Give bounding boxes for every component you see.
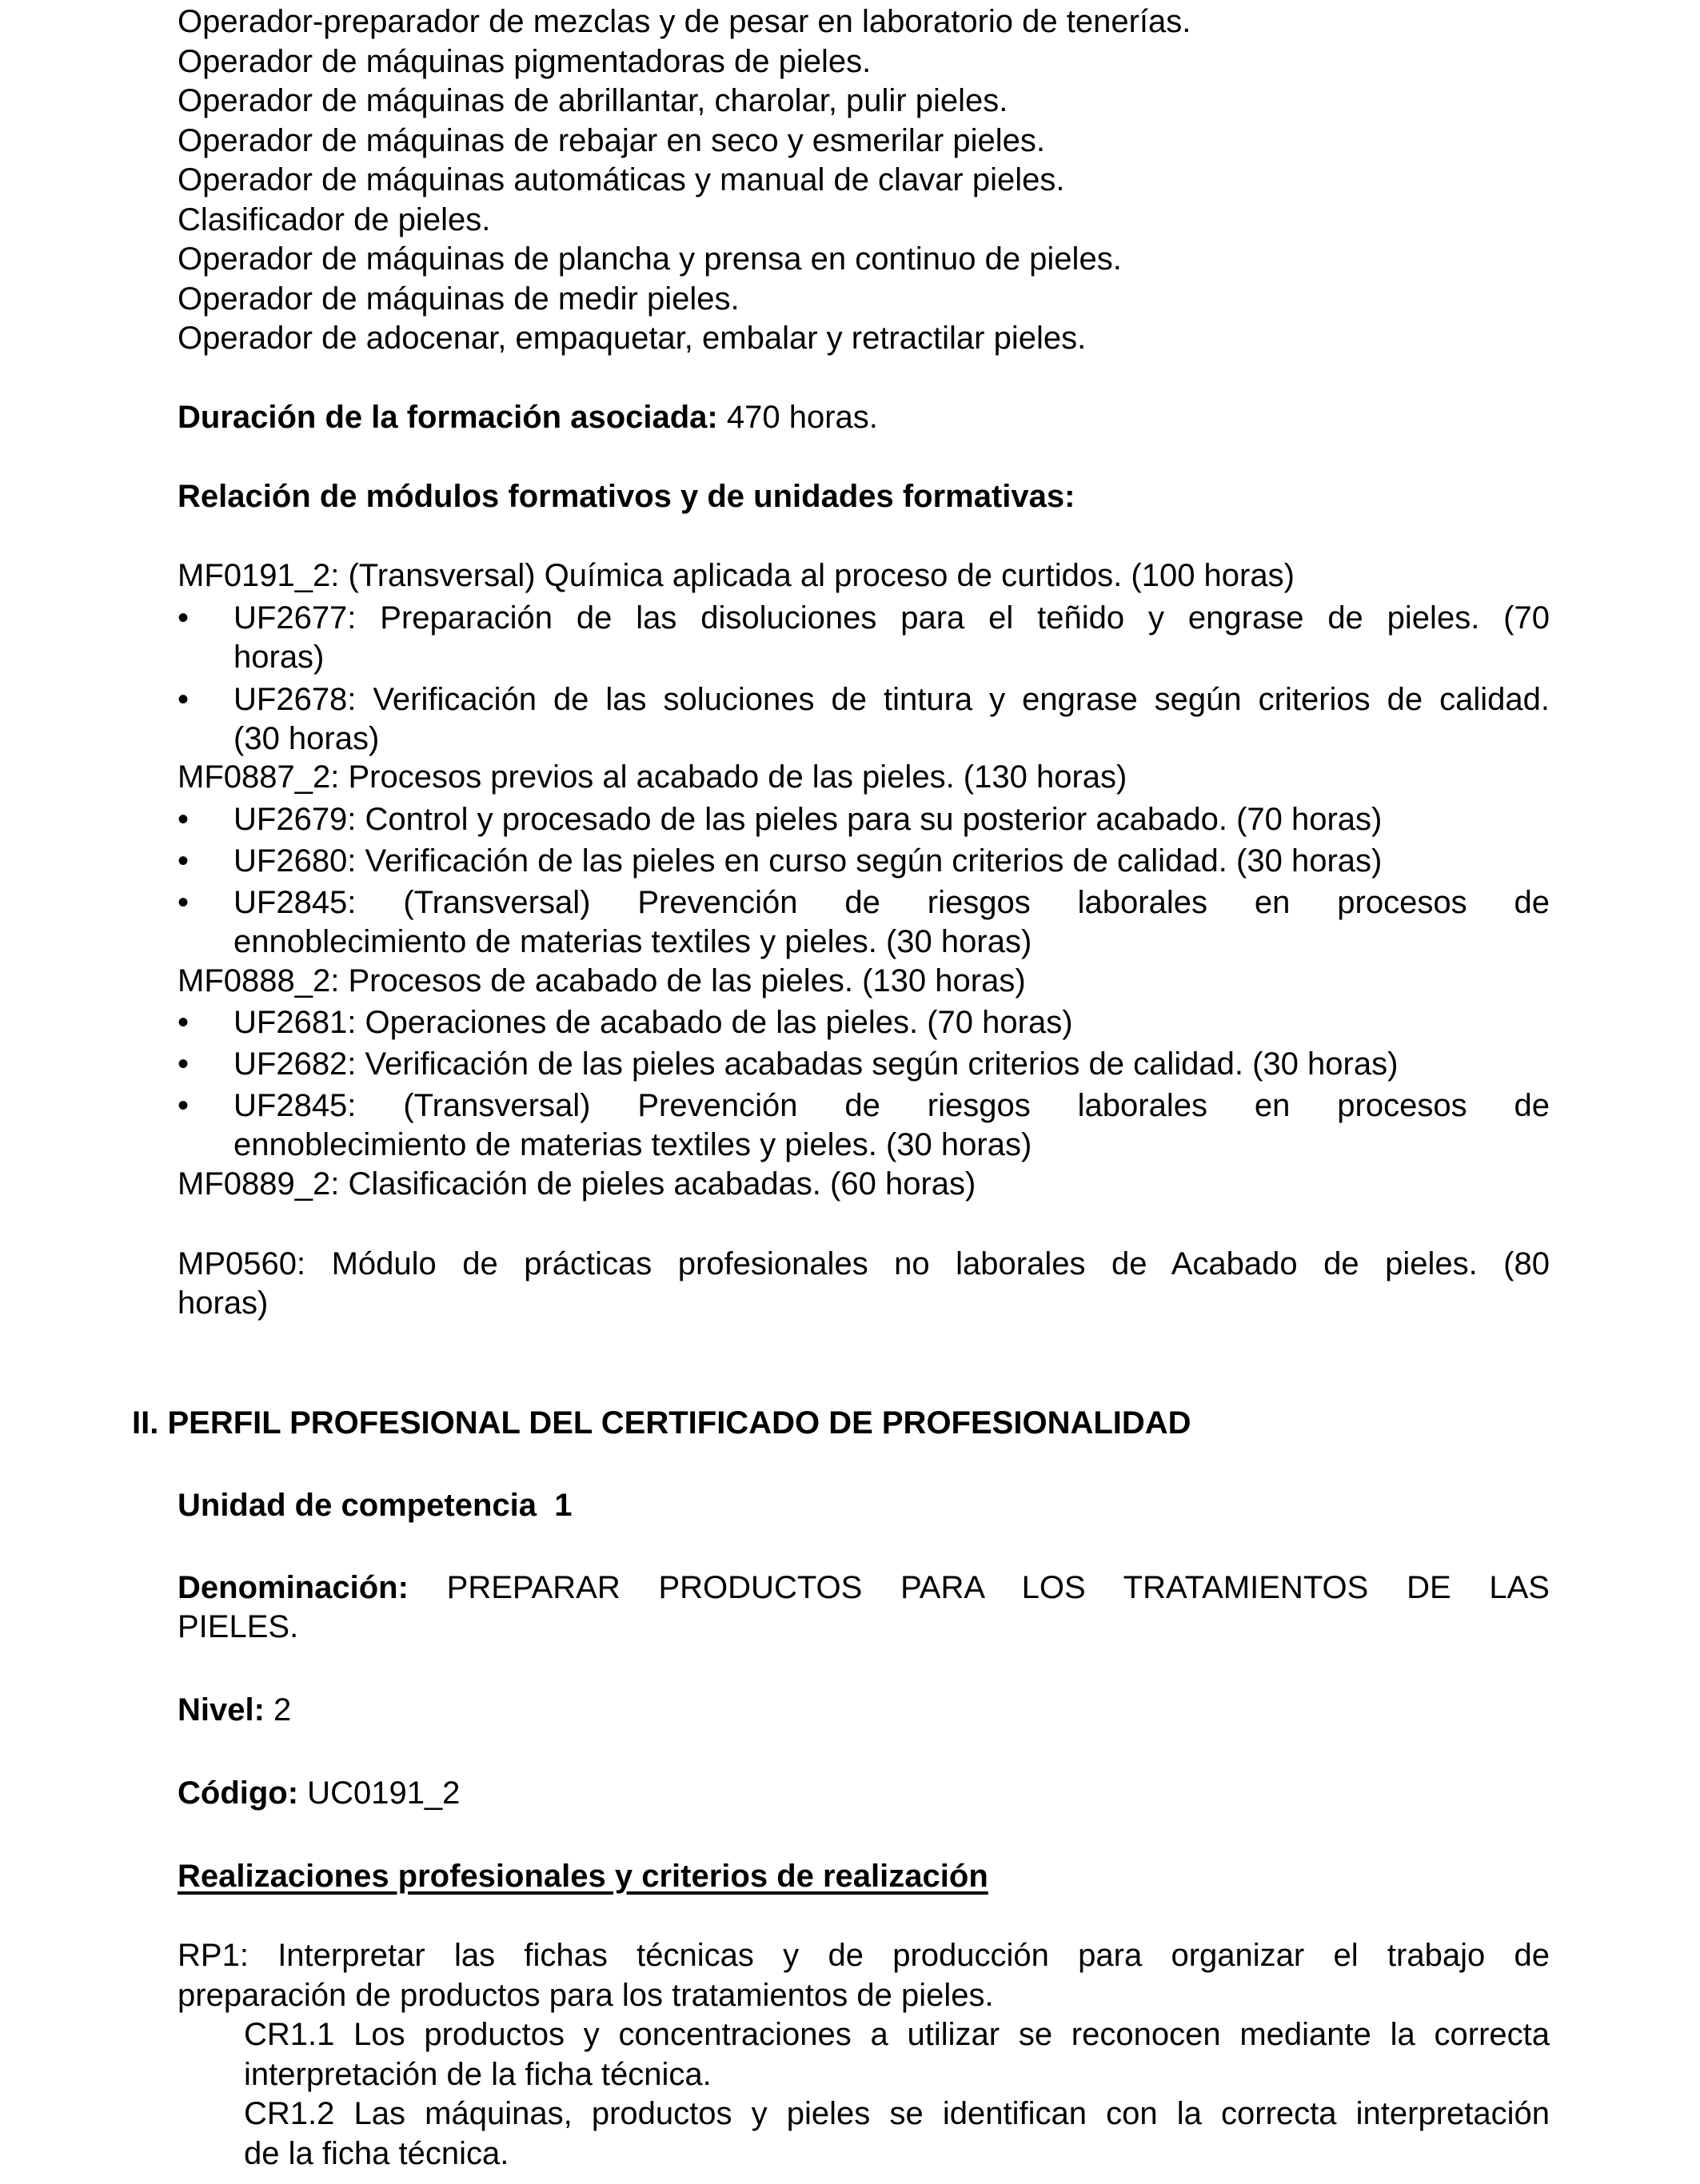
unit-uf2845-cont: ennoblecimiento de materias textiles y pieles. (30 horas) xyxy=(233,1127,1032,1162)
unit-uf2845: UF2845: (Transversal) Prevención de riesgos laborales en procesos de xyxy=(233,885,1550,920)
denominacion-label: Denominación: xyxy=(178,1570,409,1605)
unit-uf2678-cont: (30 horas) xyxy=(233,721,380,756)
codigo-line xyxy=(178,1773,460,1813)
module-mf0887: MF0887_2: Procesos previos al acabado de las pieles. (130 horas) xyxy=(178,759,1127,795)
duration-label: Duración de la formación asociada: xyxy=(178,400,718,435)
denominacion-line xyxy=(178,1568,1550,1608)
occupation-line: Clasificador de pieles. xyxy=(178,202,491,237)
bullet-icon: • xyxy=(178,682,190,717)
module-mf0889: MF0889_2: Clasificación de pieles acabadas. (60 horas) xyxy=(178,1166,976,1202)
rp1-line: RP1: Interpretar las fichas técnicas y de producción para organizar el trabajo de xyxy=(178,1938,1550,1973)
section-heading: II. PERFIL PROFESIONAL DEL CERTIFICADO DE PROFESIONALIDAD xyxy=(132,1405,1191,1441)
unit-uf2845: UF2845: (Transversal) Prevención de riesgos laborales en procesos de xyxy=(233,1088,1550,1123)
bullet-icon: • xyxy=(178,802,190,837)
cr1-2-cont: de la ficha técnica. xyxy=(244,2136,509,2171)
occupation-line: Operador de máquinas de abrillantar, charolar, pulir pieles. xyxy=(178,83,1008,118)
unit-uf2678: UF2678: Verificación de las soluciones de tintura y engrase según criterios de calidad. xyxy=(233,682,1550,717)
occupation-line: Operador-preparador de mezclas y de pesar en laboratorio de tenerías. xyxy=(178,4,1191,39)
denominacion-cont: PIELES. xyxy=(178,1609,299,1644)
codigo-value: UC0191_2 xyxy=(298,1775,461,1811)
realizaciones-heading: Realizaciones profesionales y criterios de realización xyxy=(178,1859,988,1894)
denominacion-value: PREPARAR PRODUCTOS PARA LOS TRATAMIENTOS DE LAS xyxy=(408,1570,1550,1605)
bullet-icon: • xyxy=(178,600,190,636)
cr1-1-cont: interpretación de la ficha técnica. xyxy=(244,2057,712,2092)
unit-uf2679: UF2679: Control y procesado de las pieles para su posterior acabado. (70 horas) xyxy=(233,802,1383,837)
bullet-icon: • xyxy=(178,1046,190,1082)
unit-uf2681: UF2681: Operaciones de acabado de las pieles. (70 horas) xyxy=(233,1005,1073,1040)
unit-uf2682: UF2682: Verificación de las pieles acabadas según criterios de calidad. (30 horas) xyxy=(233,1046,1399,1082)
cr1-2-line: CR1.2 Las máquinas, productos y pieles se identifican con la correcta interpretación xyxy=(244,2096,1550,2131)
duration-line xyxy=(178,397,878,437)
occupation-line: Operador de máquinas de medir pieles. xyxy=(178,281,740,317)
module-mp0560: MP0560: Módulo de prácticas profesionales no laborales de Acabado de pieles. (80 xyxy=(178,1246,1550,1281)
bullet-icon: • xyxy=(178,843,190,879)
unit-uf2677-cont: horas) xyxy=(233,640,325,675)
unit-title: Unidad de competencia 1 xyxy=(178,1488,573,1523)
cr1-1-line: CR1.1 Los productos y concentraciones a utilizar se reconocen mediante la correcta xyxy=(244,2017,1550,2052)
occupation-line: Operador de adocenar, empaquetar, embalar y retractilar pieles. xyxy=(178,321,1087,356)
module-mf0191: MF0191_2: (Transversal) Química aplicada al proceso de curtidos. (100 horas) xyxy=(178,558,1295,593)
bullet-icon: • xyxy=(178,1005,190,1040)
occupation-line: Operador de máquinas de rebajar en seco y esmerilar pieles. xyxy=(178,123,1046,158)
module-mp0560-cont: horas) xyxy=(178,1285,269,1321)
bullet-icon: • xyxy=(178,1088,190,1123)
unit-uf2845-cont: ennoblecimiento de materias textiles y pieles. (30 horas) xyxy=(233,924,1032,959)
occupation-line: Operador de máquinas de plancha y prensa en continuo de pieles. xyxy=(178,241,1122,277)
relation-heading: Relación de módulos formativos y de unidades formativas: xyxy=(178,479,1075,514)
nivel-line xyxy=(178,1690,291,1730)
nivel-label: Nivel: xyxy=(178,1692,265,1728)
duration-value: 470 horas. xyxy=(717,400,878,435)
codigo-label: Código: xyxy=(178,1775,299,1811)
unit-uf2680: UF2680: Verificación de las pieles en curso según criterios de calidad. (30 horas) xyxy=(233,843,1383,879)
nivel-value: 2 xyxy=(264,1692,292,1728)
bullet-icon: • xyxy=(178,885,190,920)
rp1-cont: preparación de productos para los tratamientos de pieles. xyxy=(178,1978,994,2013)
occupation-line: Operador de máquinas pigmentadoras de pieles. xyxy=(178,44,872,79)
module-mf0888: MF0888_2: Procesos de acabado de las pieles. (130 horas) xyxy=(178,963,1026,998)
unit-uf2677: UF2677: Preparación de las disoluciones para el teñido y engrase de pieles. (70 xyxy=(233,600,1550,636)
occupation-line: Operador de máquinas automáticas y manual de clavar pieles. xyxy=(178,162,1065,197)
